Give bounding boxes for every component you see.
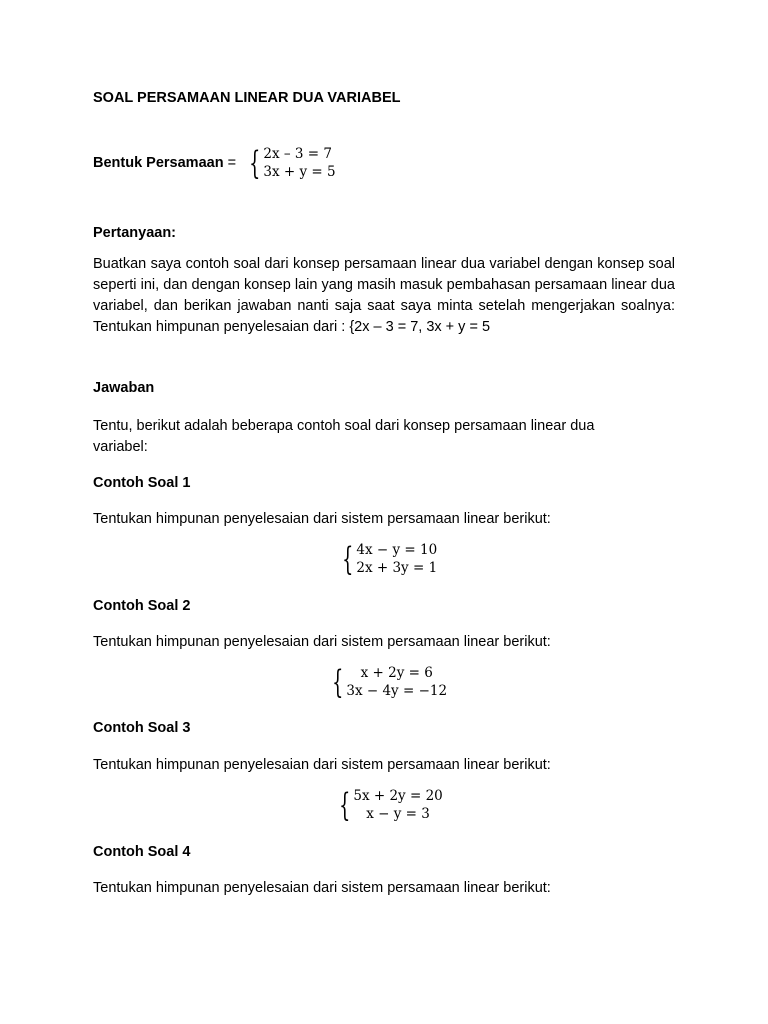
soal-1-heading: Contoh Soal 1 [93,475,191,491]
pertanyaan-text: Buatkan saya contoh soal dari konsep persamaan linear dua variabel dengan konsep soal seperti ini, dan dengan konsep lain yang masih masuk pembahasan persamaan linear dua variabel, dan berikan jawaban nanti saja saat saya minta setelah mengerjakan soalnya: Tentukan himpunan penyelesaian dari : {2x – 3 = 7, 3x + y = 5 [93,256,675,335]
pertanyaan-heading: Pertanyaan: [93,225,177,241]
bentuk-label: Bentuk Persamaan [93,155,224,171]
document-title: SOAL PERSAMAAN LINEAR DUA VARIABEL [93,90,401,106]
soal-3-equation-2: x − y = 3 [366,806,430,822]
soal-1-system [333,541,437,577]
soal-1-equation-1: 4x − y = 10 [356,542,438,558]
soal-2-heading: Contoh Soal 2 [93,598,191,614]
left-brace-icon: { [332,663,344,701]
bentuk-equation-1: 2x – 3 = 7 [263,146,332,162]
soal-4-heading: Contoh Soal 4 [93,844,191,860]
soal-4-instruction: Tentukan himpunan penyelesaian dari sistem persamaan linear berikut: [93,880,551,896]
soal-1-instruction: Tentukan himpunan penyelesaian dari sistem persamaan linear berikut: [93,511,551,527]
jawaban-heading: Jawaban [93,380,155,396]
soal-2-instruction: Tentukan himpunan penyelesaian dari sistem persamaan linear berikut: [93,634,551,650]
jawaban-intro: Tentu, berikut adalah beberapa contoh soal dari konsep persamaan linear dua variabel: [93,418,595,455]
soal-3-instruction: Tentukan himpunan penyelesaian dari sistem persamaan linear berikut: [93,757,551,773]
soal-2-equation-1: x + 2y = 6 [360,665,433,681]
bentuk-persamaan [93,145,336,181]
soal-2-equation-2: 3x − 4y = −12 [346,683,448,699]
bentuk-equation-system [263,145,335,181]
soal-3-system [330,787,443,823]
soal-3-heading: Contoh Soal 3 [93,720,191,736]
left-brace-icon: { [342,540,354,578]
left-brace-icon: { [339,786,351,824]
bentuk-eq-sign: = [227,155,237,171]
bentuk-equation-2: 3x + y = 5 [263,164,336,180]
left-brace-icon: { [249,144,261,182]
soal-1-equation-2: 2x + 3y = 1 [356,560,438,576]
soal-2-system [323,664,447,700]
soal-3-equation-1: 5x + 2y = 20 [353,788,443,804]
